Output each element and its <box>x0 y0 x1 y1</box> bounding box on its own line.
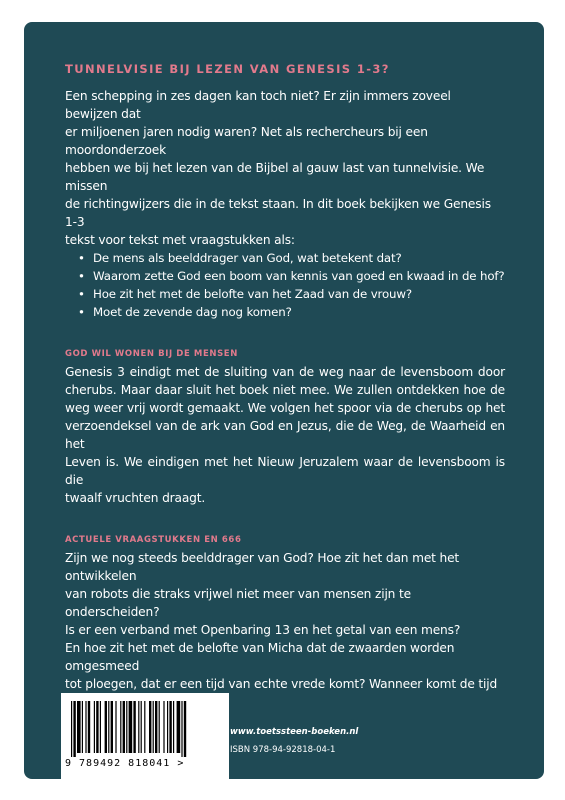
barcode-bar <box>133 701 135 753</box>
section3-line-5: tot ploegen, dat er een tijd van echte vrede komt? Wanneer komt de tijd <box>65 677 498 691</box>
barcode-bar <box>85 701 86 753</box>
barcode-bar <box>163 701 164 753</box>
barcode-bar <box>181 701 182 757</box>
barcode-bar <box>108 701 109 753</box>
barcode-bar <box>141 701 142 753</box>
section2-line-1: Genesis 3 eindigt met de sluiting van de weg naar de levensboom door <box>65 365 505 379</box>
barcode-bar <box>88 701 90 753</box>
section3-line-1: Zijn we nog steeds beelddrager van God? Hoe zit het dan met het ontwikkelen <box>65 551 460 583</box>
barcode-bar <box>96 701 98 753</box>
barcode <box>61 693 229 779</box>
section3-line-4: En hoe zit het met de belofte van Micha dat de zwaarden worden omgesmeed <box>65 641 455 673</box>
barcode-bar <box>123 701 125 753</box>
barcode-bar <box>73 701 75 757</box>
bullet-icon: • <box>78 251 85 265</box>
bullet-icon: • <box>78 287 85 301</box>
barcode-bar <box>111 701 113 753</box>
barcode-bar <box>129 701 133 753</box>
barcode-bar <box>173 701 174 753</box>
barcode-bar <box>94 701 95 753</box>
list-item: • Hoe zit het met de belofte van het Zaad van de vrouw? <box>78 287 412 301</box>
section2-line-2: cherubs. Maar daar sluit het boek niet mee. We zullen ontdekken hoe de <box>65 383 505 397</box>
bullet-icon: • <box>78 305 85 319</box>
barcode-digits: 9 789492 818041 > <box>65 758 185 769</box>
barcode-bar <box>159 701 160 753</box>
intro-line-3: hebben we bij het lezen van de Bijbel al gauw last van tunnelvisie. We missen <box>65 161 485 193</box>
section2-line-3: weg weer vrij wordt gemaakt. We volgen het spoor via de cherubs op het <box>65 401 505 415</box>
barcode-bars <box>71 701 221 757</box>
barcode-bar <box>115 701 116 753</box>
barcode-bar <box>100 701 101 753</box>
barcode-bar <box>167 701 168 753</box>
intro-line-5: tekst voor tekst met vraagstukken als: <box>65 233 295 247</box>
section-heading-god-wil-wonen: GOD WIL WONEN BIJ DE MENSEN <box>65 349 238 359</box>
barcode-bar <box>155 701 157 753</box>
list-item: • Moet de zevende dag nog komen? <box>78 305 292 319</box>
section2-line-6: twaalf vruchten draagt. <box>65 491 206 505</box>
barcode-bar <box>153 701 154 753</box>
cover-text <box>65 62 505 729</box>
barcode-bar <box>138 701 139 753</box>
website-link[interactable]: www.toetssteen-boeken.nl <box>230 727 359 737</box>
intro-line-4: de richtingwijzers die in de tekst staan. In dit boek bekijken we Genesis 1-3 <box>65 197 491 229</box>
section3-line-2: van robots die straks vrijwel niet meer van mensen zijn te onderscheiden? <box>65 587 411 619</box>
barcode-bar <box>184 701 186 757</box>
barcode-bar <box>169 701 171 753</box>
barcode-bar <box>82 701 83 753</box>
section2-line-4: verzoendeksel van de ark van God en Jezus, die de Weg, de Waarheid en het <box>65 419 505 451</box>
publisher-info <box>230 727 358 755</box>
back-cover <box>24 22 544 779</box>
barcode-bar <box>105 701 107 753</box>
barcode-bar <box>149 701 151 753</box>
barcode-bar <box>144 701 145 753</box>
barcode-bar <box>126 701 127 753</box>
list-item: • Waarom zette God een boom van kennis van goed en kwaad in de hof? <box>78 269 505 283</box>
question-list <box>65 249 505 321</box>
barcode-bar <box>71 701 72 757</box>
bullet-icon: • <box>78 269 85 283</box>
barcode-bar <box>177 701 181 753</box>
section3-line-3: Is er een verband met Openbaring 13 en het getal van een mens? <box>65 623 461 637</box>
barcode-bar <box>120 701 121 753</box>
intro-line-2: er miljoenen jaren nodig waren? Net als rechercheurs bij een moordonderzoek <box>65 125 428 157</box>
section2-line-5: Leven is. We eindigen met het Nieuw Jeruzalem waar de levensboom is die <box>65 455 505 487</box>
barcode-bar <box>77 701 81 753</box>
section-heading-actuele-vraagstukken: ACTUELE VRAAGSTUKKEN EN 666 <box>65 535 242 545</box>
intro-line-1: Een schepping in zes dagen kan toch niet? Er zijn immers zoveel bewijzen dat <box>65 89 451 121</box>
isbn-number: ISBN 978-94-92818-04-1 <box>230 745 336 755</box>
list-item: • De mens als beelddrager van God, wat betekent dat? <box>78 251 402 265</box>
section-heading-tunnelvisie: TUNNELVISIE BIJ LEZEN VAN GENESIS 1-3? <box>65 62 390 76</box>
